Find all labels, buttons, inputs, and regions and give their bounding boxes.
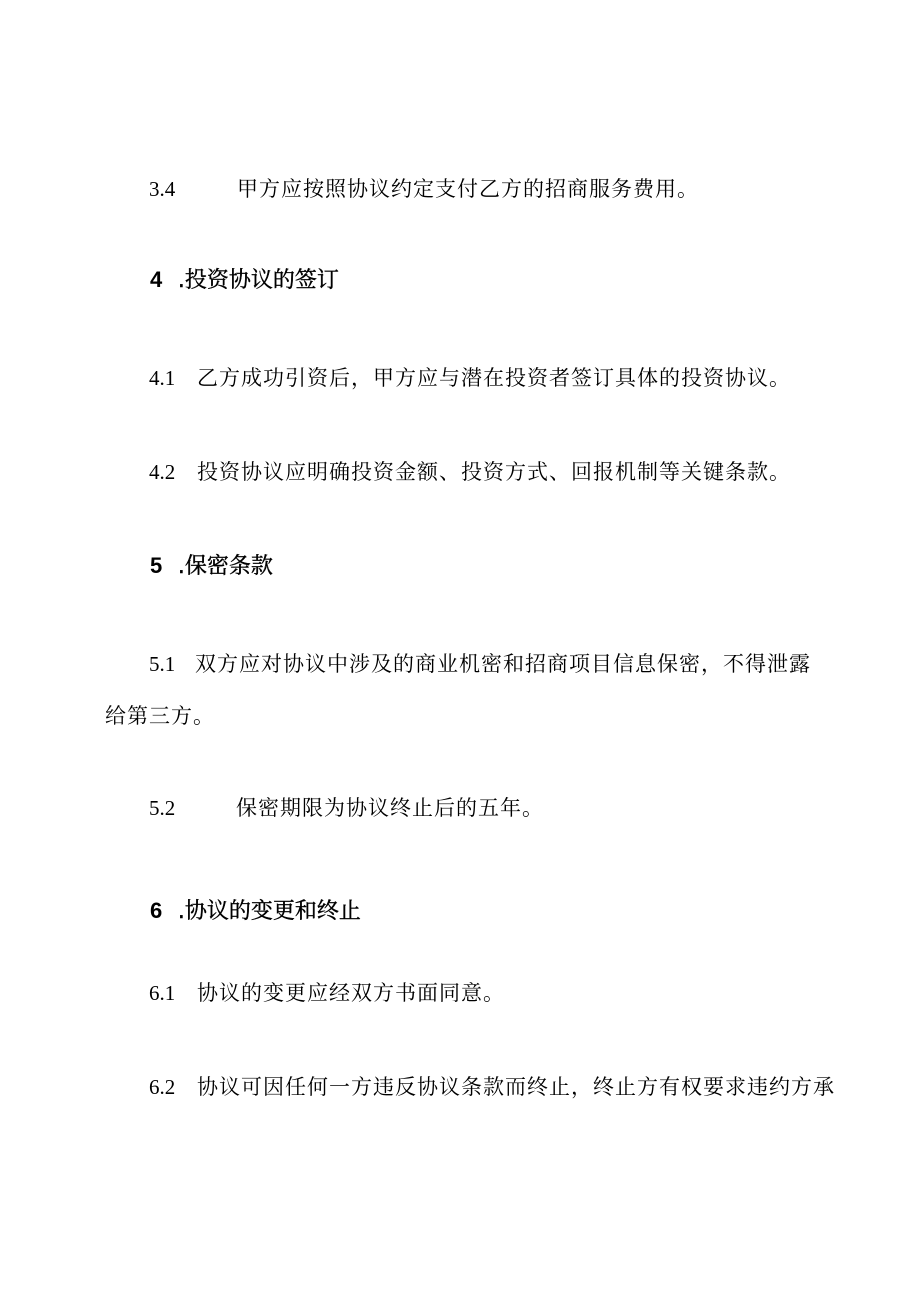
clause-text: 双方应对协议中涉及的商业机密和招商项目信息保密，不得泄露 bbox=[195, 652, 811, 676]
clause-text: 甲方应按照协议约定支付乙方的招商服务费用。 bbox=[237, 177, 699, 201]
clause-number: 6.1 bbox=[149, 981, 176, 1005]
clause-number: 5.2 bbox=[149, 796, 176, 820]
clause-number: 4.1 bbox=[149, 366, 176, 390]
clause-number: 5.1 bbox=[149, 652, 176, 676]
clause-number: 3.4 bbox=[149, 177, 176, 201]
clause-number: 4.2 bbox=[149, 460, 176, 484]
clause-text: 协议的变更应经双方书面同意。 bbox=[197, 981, 505, 1005]
clause-number: 6.2 bbox=[149, 1075, 176, 1099]
section-heading-4 bbox=[150, 265, 339, 296]
section-number: 4 bbox=[150, 267, 163, 292]
section-heading-5 bbox=[150, 551, 273, 582]
clause-text: 乙方成功引资后，甲方应与潜在投资者签订具体的投资协议。 bbox=[197, 366, 791, 390]
section-title: .投资协议的签订 bbox=[177, 268, 339, 293]
section-title: .协议的变更和终止 bbox=[177, 899, 361, 924]
clause-text: 投资协议应明确投资金额、投资方式、回报机制等关键条款。 bbox=[197, 460, 791, 484]
clause-text-continued: 给第三方。 bbox=[105, 704, 215, 728]
section-number: 5 bbox=[150, 553, 163, 578]
section-number: 6 bbox=[150, 898, 163, 923]
clause-text: 保密期限为协议终止后的五年。 bbox=[236, 796, 544, 820]
clause-text: 协议可因任何一方违反协议条款而终止，终止方有权要求违约方承 bbox=[197, 1075, 835, 1099]
section-heading-6 bbox=[150, 896, 361, 927]
section-title: .保密条款 bbox=[177, 554, 273, 579]
